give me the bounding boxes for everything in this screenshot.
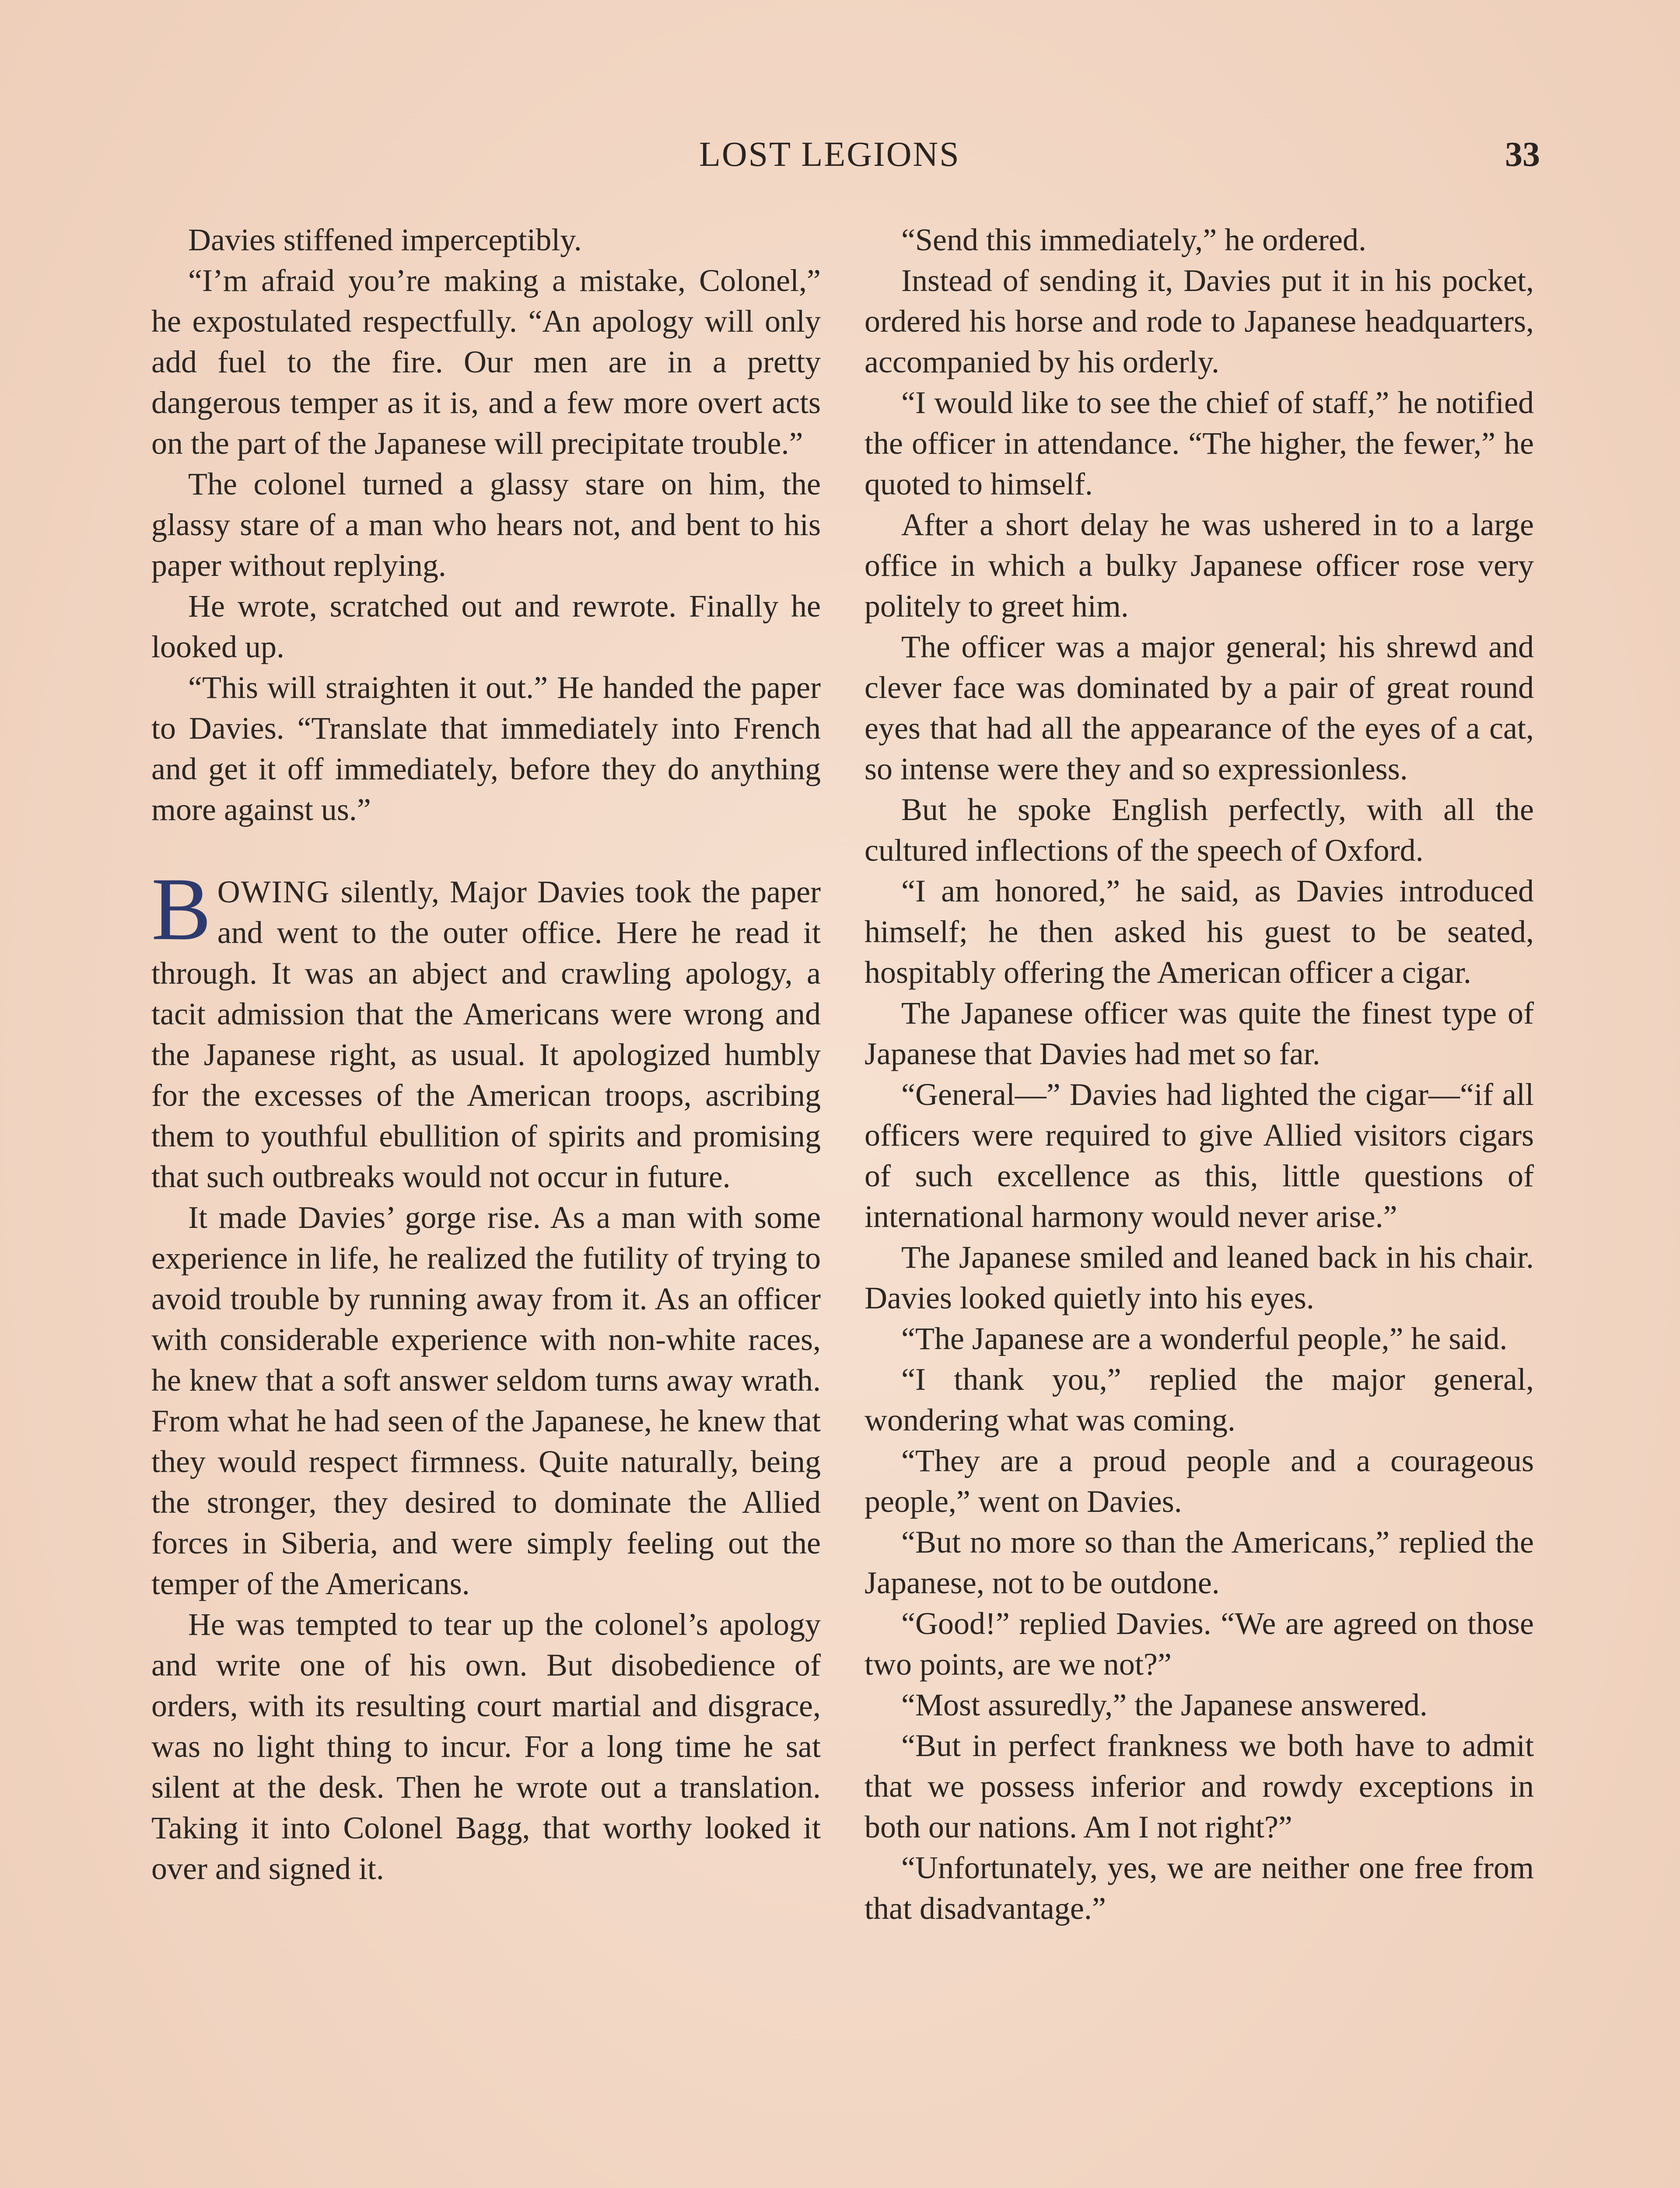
page-number: 33 bbox=[1505, 135, 1540, 174]
paragraph: It made Davies’ gorge rise. As a man with some experience in life, he realized the futility of trying to avoid trouble by running away from it. As an officer with considerable experience with non-white races, he knew that a soft answer seldom turns away wrath. From what he had seen of the Japanese, he knew that they would respect firmness. Quite naturally, being the stronger, they desired to dominate the Allied forces in Siberia, and were simply feeling out the temper of the Americans. bbox=[151, 1200, 821, 1601]
paragraph: “But in perfect frankness we both have to admit that we possess inferior and rowdy exceptions in both our nations. Am I not right?” bbox=[864, 1728, 1534, 1844]
left-column bbox=[151, 220, 821, 1889]
drop-cap-letter: B bbox=[151, 859, 211, 959]
paragraph: “I would like to see the chief of staff,” he notified the officer in attendance. “The higher, the fewer,” he quoted to himself. bbox=[864, 385, 1534, 501]
page-header bbox=[0, 135, 1680, 183]
paragraph-text: silently, Major Davies took the paper and went to the outer office. Here he read it through. It was an abject and crawling apology, a tacit admission that the Americans were wrong and the Japanese right, as usual. It apologized humbly for the excesses of the American troops, ascribing them to youthful ebullition of spirits and promising that such outbreaks would not occur in future. bbox=[151, 874, 821, 1194]
paragraph: “Good!” replied Davies. “We are agreed on those two points, are we not?” bbox=[864, 1606, 1534, 1682]
paragraph: The officer was a major general; his shrewd and clever face was dominated by a pair of great round eyes that had all the appearance of the eyes of a cat, so intense were they and so expressionless. bbox=[864, 629, 1534, 786]
running-head-title: LOST LEGIONS bbox=[699, 135, 960, 174]
paragraph: He was tempted to tear up the colonel’s apology and write one of his own. But disobedience of orders, with its resulting court martial and disgrace, was no light thing to incur. For a long time he sat silent at the desk. Then he wrote out a translation. Taking it into Colonel Bagg, that worthy looked it over and signed it. bbox=[151, 1607, 821, 1886]
paragraph: He wrote, scratched out and rewrote. Finally he looked up. bbox=[151, 589, 821, 664]
section-opening-paragraph bbox=[151, 859, 821, 1197]
paragraph: “Most assuredly,” the Japanese answered. bbox=[901, 1687, 1428, 1722]
paragraph: But he spoke English perfectly, with all the cultured inflections of the speech of Oxford. bbox=[864, 792, 1534, 868]
paragraph: “The Japanese are a wonderful people,” he said. bbox=[901, 1321, 1508, 1356]
paragraph: “They are a proud people and a courageous people,” went on Davies. bbox=[864, 1443, 1534, 1519]
small-caps-lead: OWING bbox=[217, 874, 330, 909]
paragraph: “This will straighten it out.” He handed the paper to Davies. “Translate that immediately into French and get it off immediately, before they do anything more against us.” bbox=[151, 670, 821, 827]
paragraph: Instead of sending it, Davies put it in his pocket, ordered his horse and rode to Japanese headquarters, accompanied by his orderly. bbox=[864, 263, 1534, 379]
paragraph: “I’m afraid you’re making a mistake, Colonel,” he expostulated respectfully. “An apology will only add fuel to the fire. Our men are in a pretty dangerous temper as it is, and a few more overt acts on the part of the Japanese will precipitate trouble.” bbox=[151, 263, 821, 461]
paragraph: “But no more so than the Americans,” replied the Japanese, not to be outdone. bbox=[864, 1525, 1534, 1600]
paragraph: “Send this immediately,” he ordered. bbox=[901, 222, 1366, 257]
paragraph: “Unfortunately, yes, we are neither one free from that disadvantage.” bbox=[864, 1850, 1534, 1926]
paragraph: “I am honored,” he said, as Davies introduced himself; he then asked his guest to be seated, hospitably offering the American officer a cigar. bbox=[864, 873, 1534, 990]
right-column bbox=[864, 220, 1534, 1929]
paragraph: The Japanese smiled and leaned back in his chair. Davies looked quietly into his eyes. bbox=[864, 1240, 1534, 1315]
paragraph: After a short delay he was ushered in to a large office in which a bulky Japanese officer rose very politely to greet him. bbox=[864, 507, 1534, 624]
paragraph: Davies stiffened imperceptibly. bbox=[188, 222, 582, 257]
paragraph: “General—” Davies had lighted the cigar—“if all officers were required to give Allied visitors cigars of such excellence as this, little questions of international harmony would never arise.” bbox=[864, 1077, 1534, 1234]
paragraph: “I thank you,” replied the major general, wondering what was coming. bbox=[864, 1362, 1534, 1438]
paragraph: The Japanese officer was quite the finest type of Japanese that Davies had met so far. bbox=[864, 996, 1534, 1071]
paragraph: The colonel turned a glassy stare on him, the glassy stare of a man who hears not, and bent to his paper without replying. bbox=[151, 466, 821, 583]
